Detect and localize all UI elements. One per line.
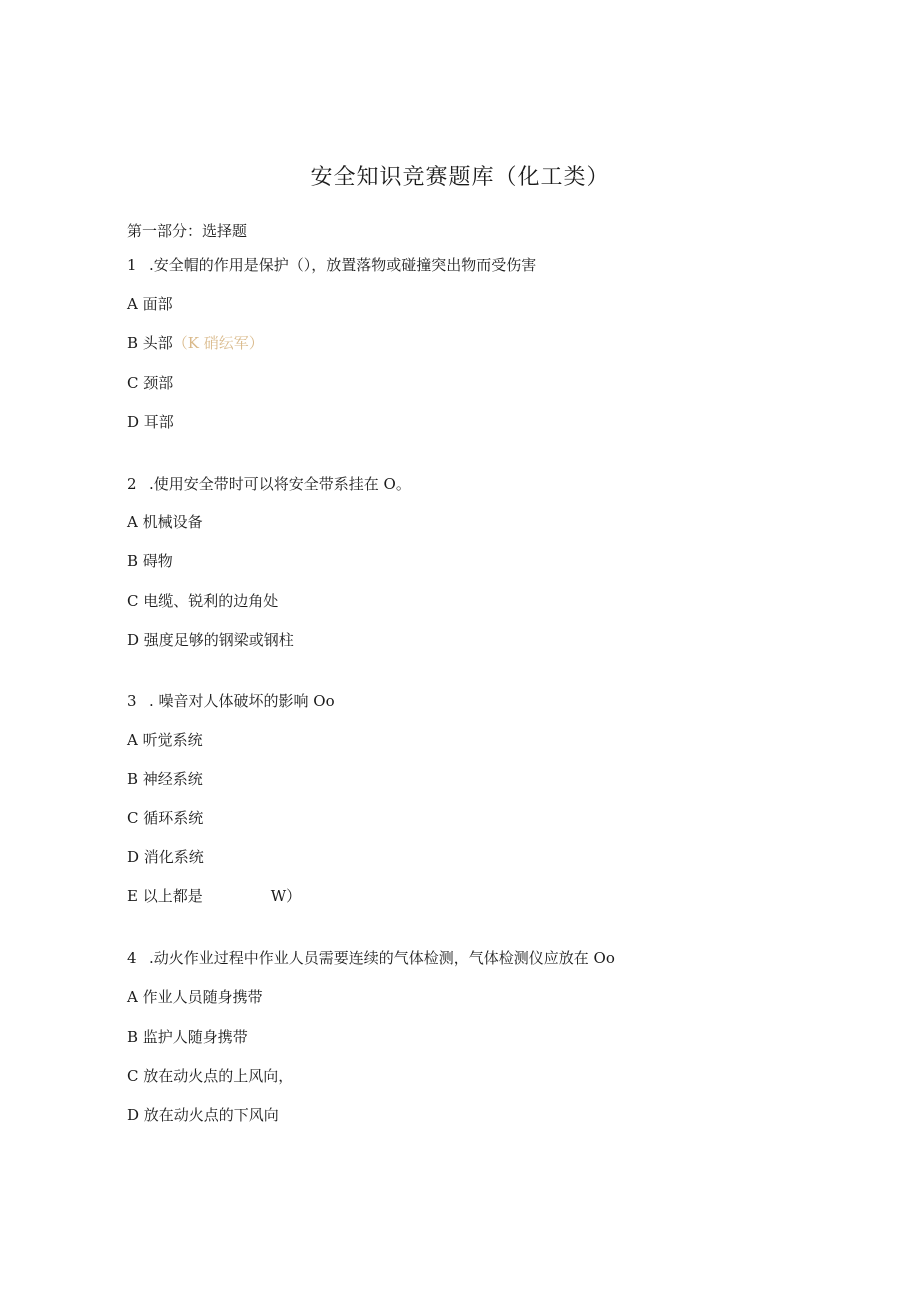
option-2c: C 电缆、锐利的边角处 [127, 592, 279, 610]
section-heading: 第一部分：选择题 [127, 222, 248, 240]
question-text: .使用安全带时可以将安全带系挂在 O。 [149, 475, 411, 493]
option-3e [127, 885, 301, 907]
option-2a: A 机械设备 [127, 513, 203, 531]
option-1d: D 耳部 [127, 413, 174, 431]
option-text: B 头部 [127, 334, 173, 352]
question-3 [127, 690, 335, 712]
option-4b: B 监护人随身携带 [127, 1028, 248, 1046]
option-4a: A 作业人员随身携带 [127, 988, 263, 1006]
question-number: 4 [127, 949, 137, 967]
option-3a: A 听觉系统 [127, 731, 203, 749]
option-text: E 以上都是 [127, 887, 203, 905]
option-3c: C 循环系统 [127, 809, 204, 827]
question-text: .安全帽的作用是保护（），放置落物或碰撞突出物而受伤害 [149, 256, 537, 274]
option-3d: D 消化系统 [127, 848, 204, 866]
option-2d: D 强度足够的钢梁或钢柱 [127, 631, 294, 649]
question-2 [127, 473, 411, 495]
option-4c: C 放在动火点的上风向， [127, 1067, 294, 1085]
answer-annotation: W） [270, 887, 302, 905]
option-4d: D 放在动火点的下风向 [127, 1106, 279, 1124]
question-4 [127, 947, 615, 969]
question-text: . 噪音对人体破坏的影响 Oo [149, 692, 335, 710]
question-number: 1 [127, 256, 137, 274]
question-number: 3 [127, 692, 137, 710]
question-text: .动火作业过程中作业人员需要连续的气体检测，气体检测仪应放在 Oo [149, 949, 615, 967]
option-1c: C 颈部 [127, 374, 174, 392]
option-1b [127, 332, 264, 354]
question-1 [127, 254, 536, 276]
page-title: 安全知识竞赛题库（化工类） [310, 165, 610, 190]
option-1a: A 面部 [127, 295, 173, 313]
question-number: 2 [127, 475, 137, 493]
option-2b: B 碍物 [127, 552, 173, 570]
answer-annotation: （K 硝纭军） [172, 334, 264, 352]
option-3b: B 神经系统 [127, 770, 203, 788]
